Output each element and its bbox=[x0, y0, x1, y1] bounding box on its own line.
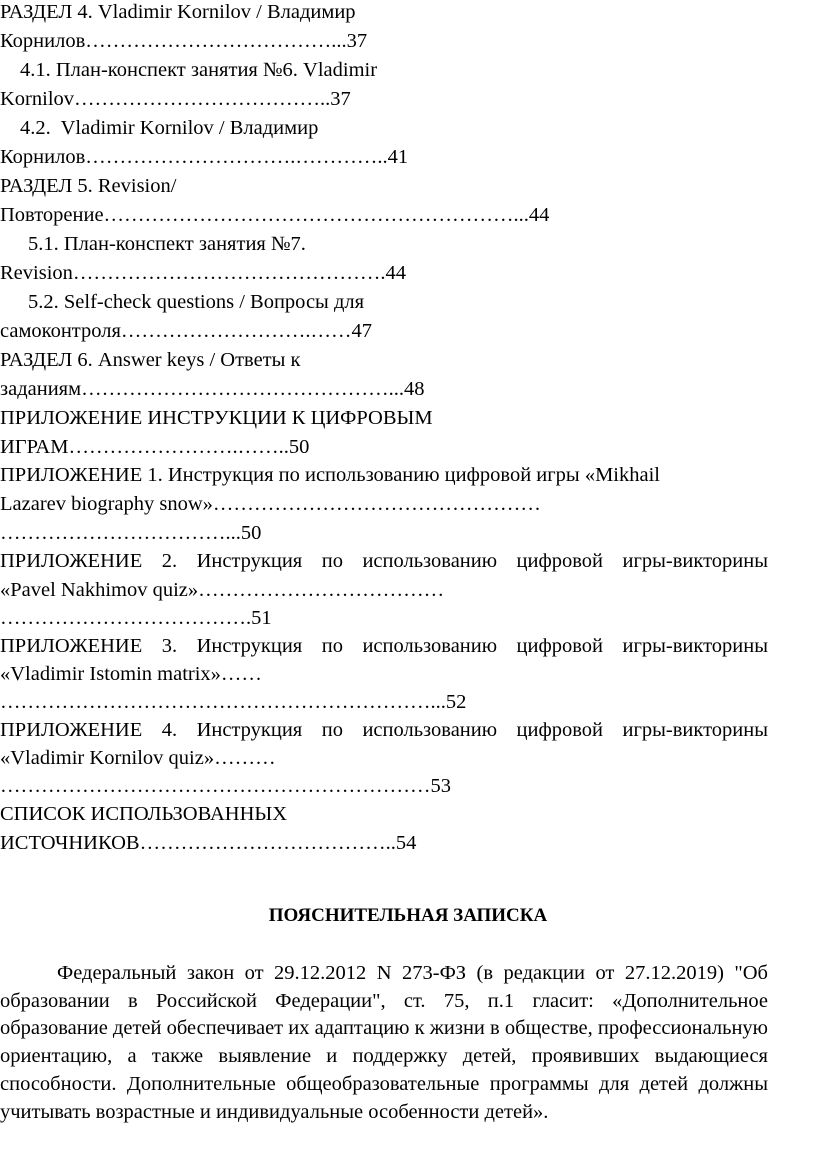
toc-line: ………………………………………………………53 bbox=[0, 775, 451, 797]
toc-line: 4.1. План-конспект занятия №6. Vladimir bbox=[20, 59, 378, 81]
toc-line: ……………………………...50 bbox=[0, 522, 262, 544]
toc-line: Lazarev biography snow»………………………………………… bbox=[0, 493, 541, 515]
toc-line: самоконтроля……………………….……47 bbox=[0, 320, 373, 342]
toc-line: ИГРАМ…………………….……..50 bbox=[0, 436, 310, 458]
toc-line: Kornilov………………………………..37 bbox=[0, 88, 351, 110]
toc-line: ПРИЛОЖЕНИЕ 1. Инструкция по использованию цифровой игры «Mikhail bbox=[0, 464, 660, 486]
toc-line: «Pavel Nakhimov quiz»……………………………… bbox=[0, 579, 445, 601]
section-title: ПОЯСНИТЕЛЬНАЯ ЗАПИСКА bbox=[268, 905, 548, 926]
toc-line: Корнилов………………………….…………..41 bbox=[0, 146, 409, 168]
toc-line: Revision……………………………………….44 bbox=[0, 262, 407, 284]
toc-line: «Vladimir Istomin matrix»…… bbox=[0, 663, 262, 685]
toc-line: ПРИЛОЖЕНИЕ ИНСТРУКЦИИ К ЦИФРОВЫМ bbox=[0, 407, 433, 429]
toc-line: РАЗДЕЛ 5. Revision/ bbox=[0, 175, 177, 197]
toc-line: СПИСОК ИСПОЛЬЗОВАННЫХ bbox=[0, 803, 288, 825]
toc-line: ПРИЛОЖЕНИЕ 3. Инструкция по использованию цифровой игры-викторины bbox=[0, 635, 768, 657]
toc-line: ……………………………….51 bbox=[0, 607, 272, 629]
toc-line: ИСТОЧНИКОВ………………………………..54 bbox=[0, 832, 417, 854]
toc-line: Повторение……………………………………………………...44 bbox=[0, 204, 550, 226]
toc-line: заданиям………………………………………...48 bbox=[0, 378, 425, 400]
toc-line: Корнилов………………………………...37 bbox=[0, 30, 368, 52]
toc-line: 5.1. План-конспект занятия №7. bbox=[28, 233, 306, 255]
toc-line: «Vladimir Kornilov quiz»……… bbox=[0, 747, 276, 769]
toc-line: ………………………………………………………...52 bbox=[0, 691, 467, 713]
toc-line: 4.2. Vladimir Kornilov / Владимир bbox=[20, 117, 319, 139]
toc-line: ПРИЛОЖЕНИЕ 4. Инструкция по использованию цифровой игры-викторины bbox=[0, 719, 768, 741]
toc-line: РАЗДЕЛ 6. Answer keys / Ответы к bbox=[0, 349, 301, 371]
toc-line: РАЗДЕЛ 4. Vladimir Kornilov / Владимир bbox=[0, 1, 356, 23]
toc-line: ПРИЛОЖЕНИЕ 2. Инструкция по использованию цифровой игры-викторины bbox=[0, 550, 768, 572]
body-paragraph: Федеральный закон от 29.12.2012 N 273-ФЗ (в редакции от 27.12.2019) "Об образовании в Российской Федерации", ст. 75, п.1 гласит: «Дополнительное образование детей обеспечивает их адаптацию к жизни в обществе, профессиональную ориентацию, а также выявление и поддержку детей, проявивших выдающиеся способности. Дополнительные общеобразовательные программы для детей должны учитывать возрастные и индивидуальные особенности детей». bbox=[0, 962, 768, 1123]
toc-line: 5.2. Self-check questions / Вопросы для bbox=[28, 291, 365, 313]
